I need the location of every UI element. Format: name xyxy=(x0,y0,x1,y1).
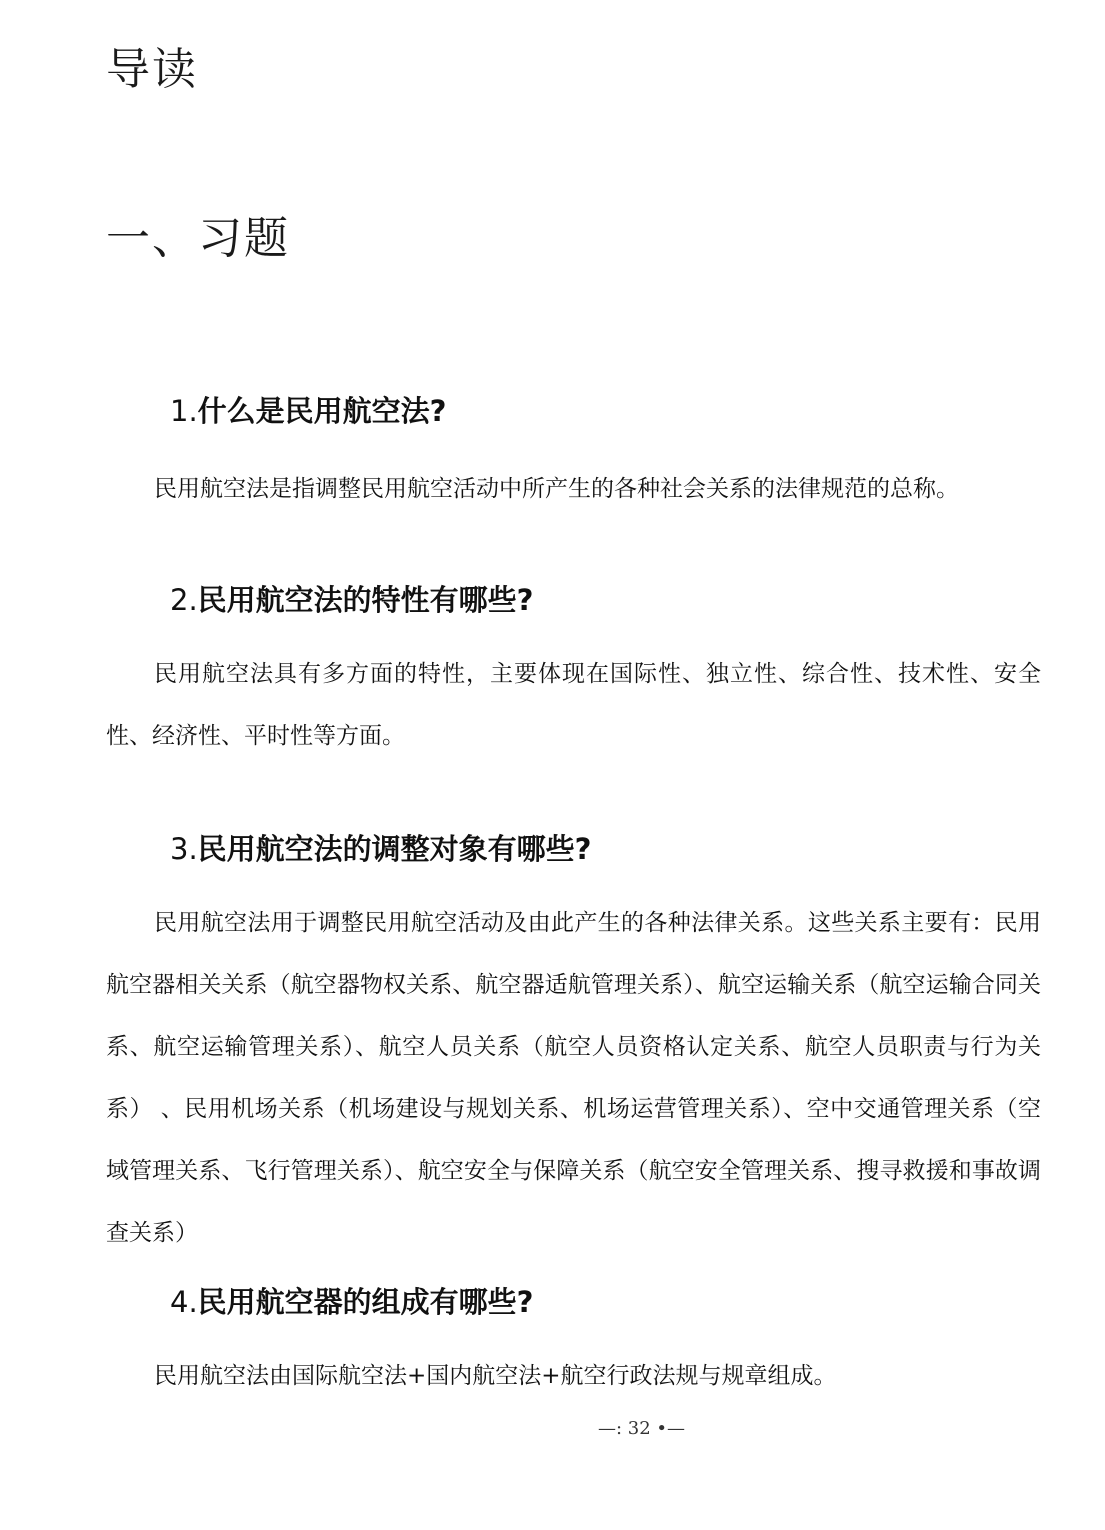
question-text: 什么是民用航空法? xyxy=(197,394,447,428)
document-title: 导读 xyxy=(106,44,198,95)
question-text: 民用航空法的特性有哪些? xyxy=(197,583,534,617)
answer-paragraph: 民用航空法具有多方面的特性，主要体现在国际性、独立性、综合性、技术性、安全性、经济性、平时性等方面。 xyxy=(106,661,1041,749)
question-heading xyxy=(170,580,534,620)
question-number: 1. xyxy=(170,394,198,428)
question-number: 2. xyxy=(170,583,198,617)
answer-paragraph: 民用航空法是指调整民用航空活动中所产生的各种社会关系的法律规范的总称。 xyxy=(154,476,959,502)
question-heading xyxy=(170,829,592,869)
question-text: 民用航空法的调整对象有哪些? xyxy=(197,832,592,866)
question-number: 4. xyxy=(170,1285,198,1319)
answer-paragraph: 民用航空法由国际航空法+国内航空法+航空行政法规与规章组成。 xyxy=(154,1363,837,1389)
answer-paragraph: 民用航空法用于调整民用航空活动及由此产生的各种法律关系。这些关系主要有：民用航空器相关关系（航空器物权关系、航空器适航管理关系）、航空运输关系（航空运输合同关系、航空运输管理关系）、航空人员关系（航空人员资格认定关系、航空人员职责与行为关系） 、民用机场关系（机场建设与规划关系、机场运营管理关系）、空中交通管理关系（空域管理关系、飞行管理关系）、航空安全与保障关系（航空安全管理关系、搜寻救援和事故调查关系） xyxy=(106,910,1041,1246)
section-title: 一、习题 xyxy=(106,213,290,264)
question-heading xyxy=(170,1282,534,1322)
question-text: 民用航空器的组成有哪些? xyxy=(197,1285,534,1319)
question-heading xyxy=(170,391,447,431)
question-number: 3. xyxy=(170,832,198,866)
page-number: —: 32 •— xyxy=(598,1418,686,1439)
